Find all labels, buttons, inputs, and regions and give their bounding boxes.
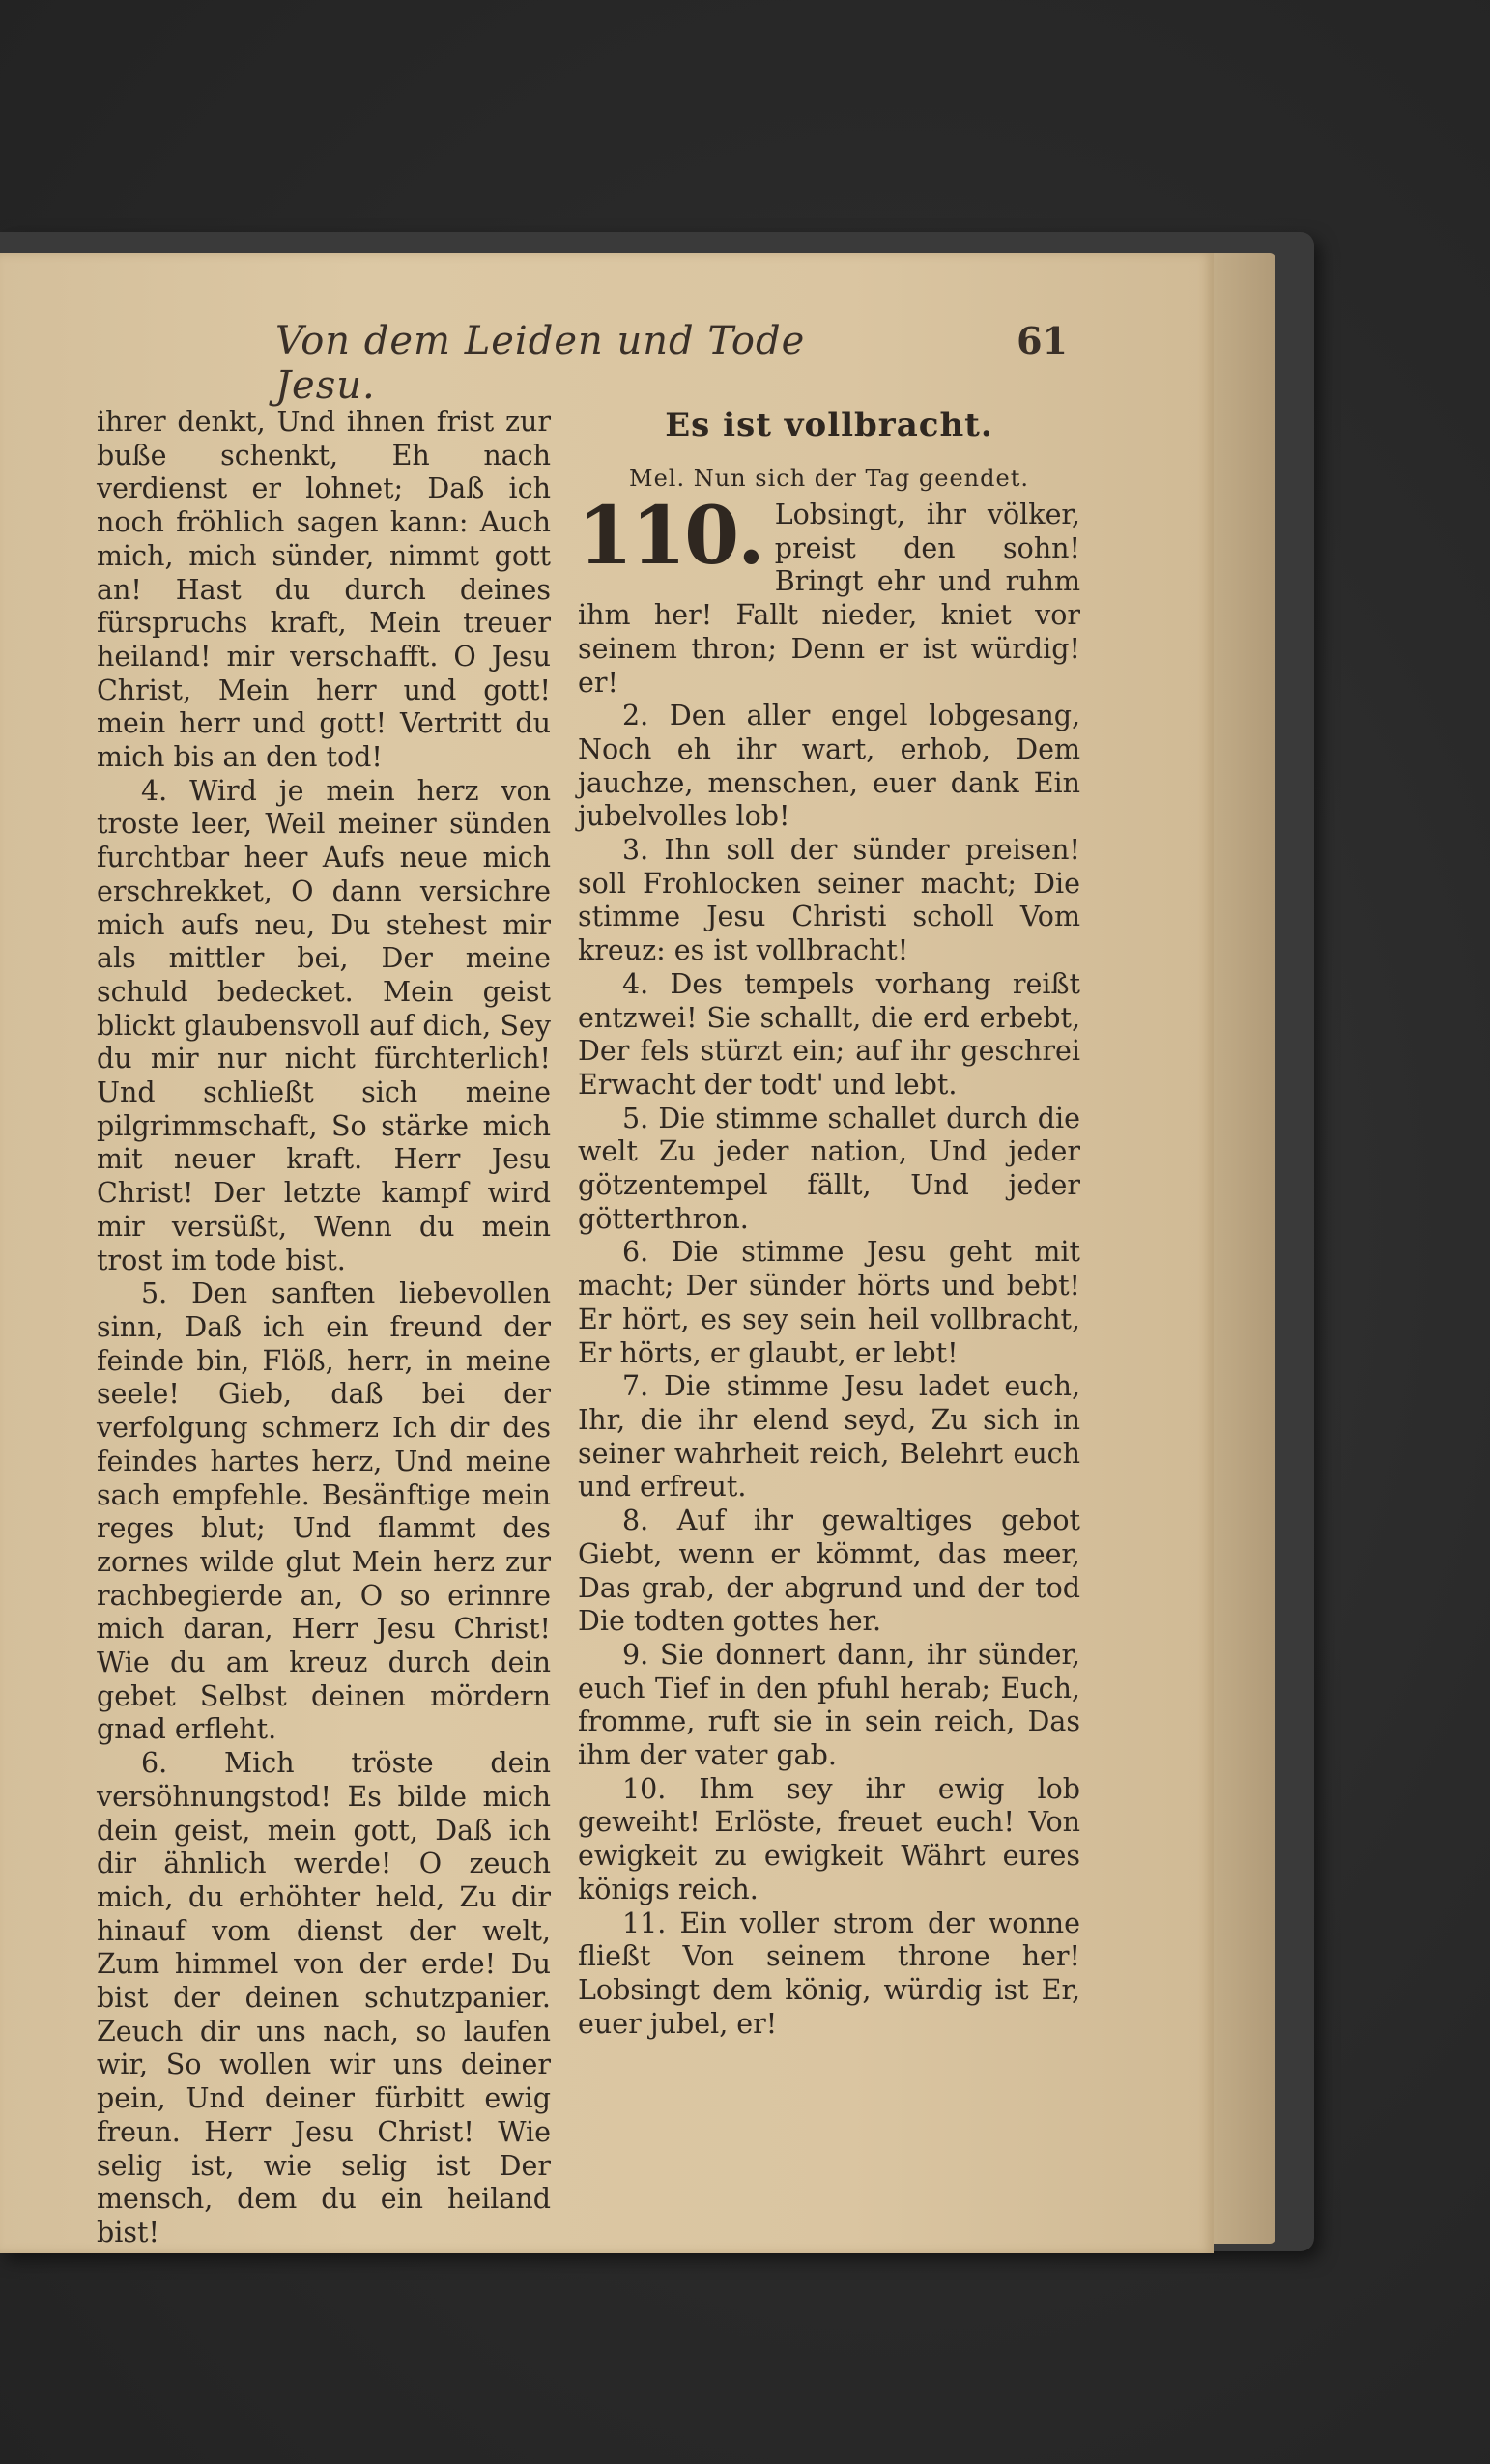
hymn-verse: 3. Ihn soll der sünder preisen! soll Frohlocken seiner macht; Die stimme Jesu Christi scholl Vom kreuz: es ist vollbracht! — [578, 834, 1080, 967]
hymn-verse: 5. Die stimme schallet durch die welt Zu jeder nation, Und jeder götzentempel fällt, Und jeder götterthron. — [578, 1102, 1080, 1235]
hymn-verse: 6. Mich tröste dein versöhnungstod! Es bilde mich dein geist, mein gott, Daß ich dir ähnlich werde! O zeuch mich, du erhöhter held, Zu dir hinauf vom dienst der welt, Zum himmel von der erde! Du bist der deinen schutzpanier. Zeuch dir uns nach, so laufen wir, So wollen wir uns deiner pein, Und deiner fürbitt ewig freun. Herr Jesu Christ! Wie selig ist, wie selig ist Der mensch, dem du ein heiland bist! — [97, 1747, 551, 2249]
hymn-verse: 11. Ein voller strom der wonne fließt Von seinem throne her! Lobsingt dem könig, würdig ist Er, euer jubel, er! — [578, 1906, 1080, 2040]
hymn-verse: 2. Den aller engel lobgesang, Noch eh ihr wart, erhob, Dem jauchze, menschen, euer dank Ein jubelvolles lob! — [578, 700, 1080, 833]
hymn-verse: 8. Auf ihr gewaltiges gebot Giebt, wenn er kömmt, das meer, Das grab, der abgrund und der tod Die todten gottes her. — [578, 1504, 1080, 1638]
hymn-opening-text: Lobsingt, ihr völker, preist den sohn! Bringt ehr und ruhm ihm her! Fallt nieder, kniet vor seinem thron; Denn er ist würdig! er! — [578, 499, 1080, 699]
running-head-title: Von dem Leiden und Tode Jesu. — [275, 319, 806, 408]
hymn-verse: 4. Des tempels vorhang reißt entzwei! Sie schallt, die erd erbebt, Der fels stürzt ein; auf ihr geschrei Erwacht der todt' und lebt. — [578, 967, 1080, 1101]
page-number: 61 — [1017, 319, 1068, 362]
hymn-verse: 5. Den sanften liebevollen sinn, Daß ich ein freund der feinde bin, Flöß, herr, in meine seele! Gieb, daß bei der verfolgung schmerz Ich dir des feindes hartes herz, Und meine sach empfehle. Besänftige mein reges blut; Und flammt des zornes wilde glut Mein herz zur rachbegierde an, O so erinnre mich daran, Herr Jesu Christ! Wie du am kreuz durch dein gebet Selbst deinen mördern gnad erfleht. — [97, 1277, 551, 1746]
hymn-verse: 4. Wird je mein herz von troste leer, Weil meiner sünden furchtbar heer Aufs neue mich erschrekket, O dann versichre mich aufs neu, Du stehest mir als mittler bei, Der meine schuld bedecket. Mein geist blickt glaubensvoll auf dich, Sey du mir nur nicht fürchterlich! Und schließt sich meine pilgrimmschaft, So stärke mich mit neuer kraft. Herr Jesu Christ! Der letzte kampf wird mir versüßt, Wenn du mein trost im tode bist. — [97, 774, 551, 1276]
right-column — [578, 406, 1080, 2041]
hymn-verse: 7. Die stimme Jesu ladet euch, Ihr, die ihr elend seyd, Zu sich in seiner wahrheit reich, Belehrt euch und erfreut. — [578, 1370, 1080, 1504]
hymn-verse: 9. Sie donnert dann, ihr sünder, euch Tief in den pfuhl herab; Euch, fromme, ruft sie in sein reich, Das ihm der vater gab. — [578, 1638, 1080, 1772]
hymn-verse: 6. Die stimme Jesu geht mit macht; Der sünder hörts und bebt! Er hört, es sey sein heil vollbracht, Er hörts, er glaubt, er lebt! — [578, 1236, 1080, 1369]
hymn-opening-verse — [578, 490, 1080, 700]
hymn-number: 110. — [578, 490, 763, 583]
running-head — [275, 319, 1077, 408]
hymn-title: Es ist vollbracht. — [665, 406, 993, 444]
hymn-verse: 10. Ihm sey ihr ewig lob geweiht! Erlöste, freuet euch! Von ewigkeit zu ewigkeit Währt eures königs reich. — [578, 1772, 1080, 1905]
melody-line: Mel. Nun sich der Tag geendet. — [629, 465, 1029, 492]
hymn-continuation: ihrer denkt, Und ihnen frist zur buße schenkt, Eh nach verdienst er lohnet; Daß ich noch fröhlich sagen kann: Auch mich, mich sünder, nimmt gott an! Hast du durch deines fürspruchs kraft, Mein treuer heiland! mir verschafft. O Jesu Christ, Mein herr und gott! mein herr und gott! Vertritt du mich bis an den tod! — [97, 406, 551, 774]
left-column — [97, 406, 551, 2250]
